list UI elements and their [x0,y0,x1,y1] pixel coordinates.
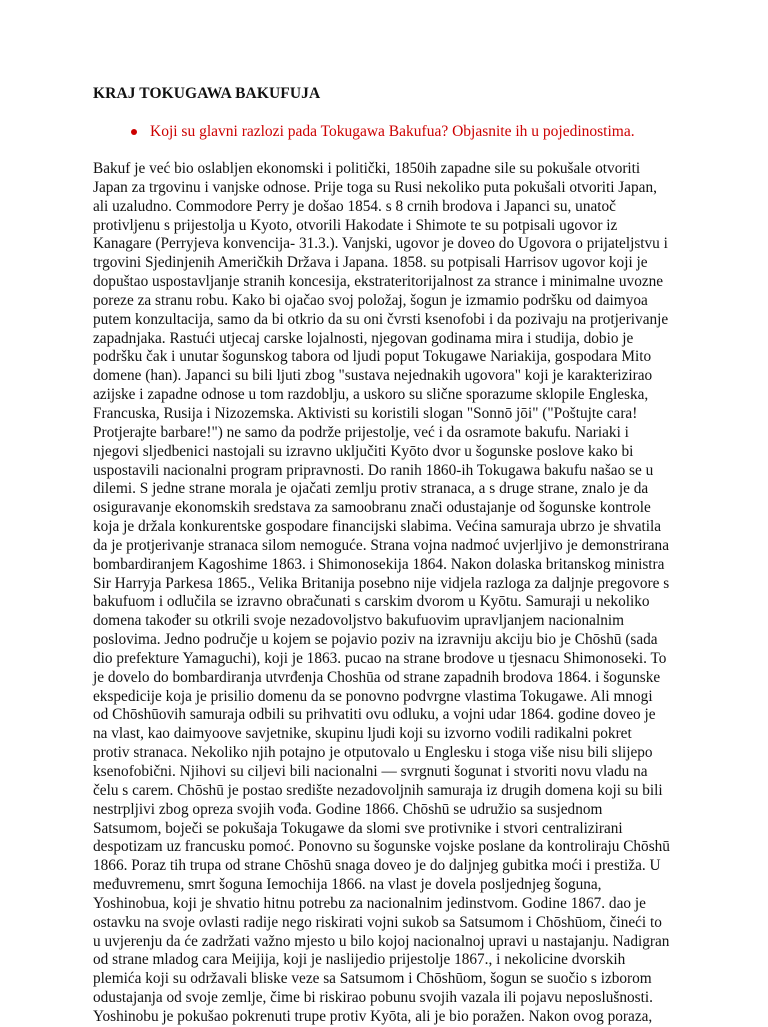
paragraph-line: Kanagare (Perryjeva konvencija- 31.3.). Vanjski, ugovor je doveo do Ugovora o prijateljstvu i [93,235,668,253]
paragraph-line: uspostavili nacionalni program pripravnosti. Do ranih 1860-ih Tokugawa bakufu našao se u [93,461,654,479]
body-paragraph [93,160,683,1027]
paragraph-line: ekspedicije koja je prisilio domenu da se ponovno podvrgne vlastima Tokugawe. Ali mnogi [93,687,653,705]
paragraph-line: Sir Harryja Parkesa 1865., Velika Britanija posebno nije vidjela razloga za daljnje pregovore s [93,574,670,592]
paragraph-line: u uvjerenju da će zadržati važno mjesto u bilo kojoj nacionalnoj upravi u nastajanju. Nadigran [93,932,670,950]
paragraph-line: despotizam uz francusku pomoć. Ponovno su šogunske vojske poslane da kontroliraju Chōshū [93,838,670,856]
paragraph-line: odustajanja od svoje zemlje, čime bi riskirao pobunu svojih vazala ili pojavu neposlušnosti. [93,989,653,1007]
paragraph-line: domena također su otkrili svoje nezadovoljstvo bakufuovim upravljanjem nacionalnim [93,612,625,630]
paragraph-line: Japan za trgovinu i vanjske odnose. Prije toga su Rusi nekoliko puta pokušali otvoriti Japan, [93,178,657,196]
paragraph-line: Satsumom, boječi se pokušaja Tokugawe da slomi sve protivnike i stvori centralizirani [93,819,623,837]
paragraph-line: azijske i zapadne odnose u tom razdoblju, a uskoro su slične sporazume sklopile Engleska, [93,386,649,404]
paragraph-line: plemića koji su održavali bliske veze sa Satsumom i Chōshūom, šogun se suočio s izborom [93,970,652,988]
paragraph-line: međuvremenu, smrt šoguna Iemochija 1866. na vlast je dovela posljednjeg šoguna, [93,876,602,894]
paragraph-line: dio prefekture Yamaguchi), koji je 1863. pucao na strane brodove u tjesnacu Shimonoseki. To [93,649,667,667]
paragraph-line: poreze za stranu robu. Kako bi ojačao svoj položaj, šogun je izmamio podršku od daimyoa [93,291,648,309]
paragraph-line: protiv stranaca. Nekoliko njih potajno je otputovalo u Englesku i stoga više nisu bili slijepo [93,744,653,762]
paragraph-line: putem konzultacija, samo da bi otkrio da su oni čvrsti ksenofobi i da pozivaju na protjerivanje [93,310,669,328]
bullet-icon [131,129,137,135]
paragraph-line: njegovi sljedbenici nastojali su izravno uključiti Kyōto dvor u šogunske poslove kako bi [93,442,634,460]
paragraph-line: ksenofobični. Njihovi su ciljevi bili nacionalni — svrgnuti šogunat i stvoriti novu vladu na [93,763,648,780]
question-bullet-item [131,123,635,141]
paragraph-line: Bakuf je već bio oslabljen ekonomski i politički, 1850ih zapadne sile su pokušale otvoriti [93,160,641,177]
paragraph-line: poslovima. Jedno područje u kojem se pojavio poziv na izravniju akciju bio je Chōshū (sada [93,631,658,649]
paragraph-line: ali uzaludno. Commodore Perry je došao 1854. s 8 crnih brodova i Japanci su, unatoč [93,197,616,215]
paragraph-line: čelu s carem. Chōshū je postao središte nezadovoljnih samuraja iz drugih domena koji su bili [93,781,663,799]
paragraph-line: nestrpljivi zbog opreza svojih vođa. Godine 1866. Chōshū se udružio sa susjednom [93,800,603,818]
paragraph-line: bombardiranjem Kagoshime 1863. i Shimonosekija 1864. Nakon dolaska britanskog ministra [93,555,665,573]
paragraph-line: domene (han). Japanci su bili ljuti zbog "sustava nejednakih ugovora" koji je karakterizirao [93,367,653,385]
document-title: KRAJ TOKUGAWA BAKUFUJA [93,85,321,102]
paragraph-line: zapadnjaka. Rastući utjecaj carske lojalnosti, njegovan godinama mira i studija, dobio je [93,329,634,347]
paragraph-line: Yoshinobu je pokušao pokrenuti trupe protiv Kyōta, ali je bio poražen. Nakon ovog poraza, [93,1007,653,1025]
paragraph-line: dilemi. S jedne strane morala je ojačati zemlju protiv stranaca, a s druge strane, znalo je da [93,480,649,498]
paragraph-line: Protjerajte barbare!") ne samo da podrže prijestolje, već i da osramote bakufu. Nariaki i [93,423,629,441]
paragraph-line: koja je držala konkurentske gospodare financijski slabima. Većina samuraja ubrzo je shvatila [93,518,662,536]
paragraph-line: ostavku na svoje ovlasti radije nego riskirati vojni sukob sa Satsumom i Chōshūom, čineći to [93,913,662,931]
paragraph-line: osiguravanje ekonomskih sredstava za samoobranu znači odustajanje od šogunske kontrole [93,499,651,517]
paragraph-line: dopuštao uspostavljanje stranih koncesija, ekstrateritorijalnost za strance i minimalne uvozne [93,273,664,291]
question-text: Koji su glavni razlozi pada Tokugawa Bakufua? Objasnite ih u pojedinostima. [150,123,635,140]
paragraph-line: 1866. Poraz tih trupa od strane Chōshū snaga doveo je do daljnjeg gubitka moći i prestiža. U [93,857,661,875]
paragraph-line: da je protjerivanje stranaca silom nemoguće. Strana vojna nadmoć uvjerljivo je demonstrirana [93,536,669,554]
paragraph-line: je dovelo do bombardiranja utvrđenja Choshūa od strane zapadnih brodova 1864. i šogunske [93,668,661,686]
paragraph-line: na vlast, kao daimyoove savjetnike, skupinu ljudi koji su izvorno vodili radikalni pokret [93,725,632,743]
paragraph-line: Francuska, Rusija i Nizozemska. Aktivisti su koristili slogan "Sonnō jōi" ("Poštujte cara! [93,404,638,422]
paragraph-line: bakufuom i odlučila se izravno obračunati s carskim dvorom u Kyōtu. Samuraji u nekoliko [93,593,650,611]
paragraph-line: trgovini Sjedinjenih Američkih Država i Japana. 1858. su potpisali Harrisov ugovor koji je [93,254,648,272]
paragraph-line: podršku čak i unutar šogunskog tabora od ljudi poput Tokugawe Nariakija, gospodara Mito [93,348,652,366]
paragraph-line: Yoshinobua, koji je shvatio hitnu potrebu za nacionalnim jedinstvom. Godine 1867. dao je [93,894,646,912]
paragraph-line: protivljenu s prijestolja u Kyoto, otvorili Hakodate i Shimote te su potpisali ugovor iz [93,216,618,234]
paragraph-line: od Chōshūovih samuraja odbili su prihvatiti ovu odluku, a vojni udar 1864. godine doveo je [93,706,656,724]
paragraph-line: od strane mladog cara Meijija, koji je naslijedio prijestolje 1867., i nekolicine dvorskih [93,951,626,969]
